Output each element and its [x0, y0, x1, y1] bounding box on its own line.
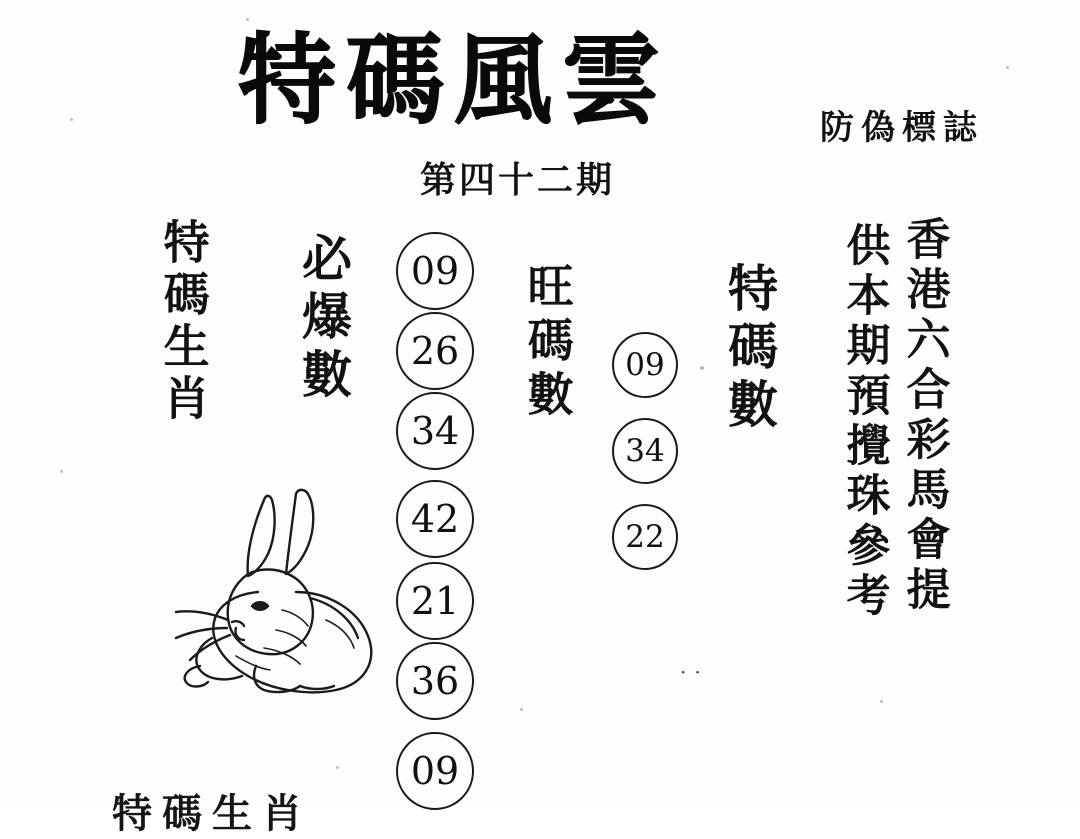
scan-speck [336, 766, 339, 769]
number-circle: 09 [396, 732, 474, 810]
number-circle: 36 [396, 642, 474, 720]
label-zodiac: 特碼生肖 [156, 218, 211, 426]
rabbit-illustration [96, 470, 396, 720]
scan-speck [520, 708, 523, 711]
number-circle: 34 [612, 418, 678, 484]
scan-speck [1006, 66, 1009, 69]
bottom-partial-text: 特碼生肖 [112, 790, 312, 837]
scan-speck [70, 118, 73, 121]
scan-speck [60, 470, 63, 473]
number-circle: 09 [396, 232, 474, 310]
decorative-dots: ·· [680, 660, 709, 684]
label-must-burst-numbers: 必爆數 [294, 232, 353, 406]
scan-speck [700, 366, 704, 370]
label-hot-numbers: 旺碼數 [520, 262, 575, 424]
page-title: 特碼風雲 [238, 23, 671, 138]
number-circle: 26 [396, 312, 474, 390]
label-special-numbers: 特碼數 [720, 262, 779, 436]
number-circle: 34 [396, 392, 474, 470]
number-circle: 09 [612, 332, 678, 398]
label-hk-jockey-club: 香港六合彩馬會提 [898, 216, 950, 616]
scan-speck [880, 700, 883, 703]
issue-number: 第四十二期 [420, 159, 616, 201]
anti-counterfeit-mark: 防偽標誌 [820, 108, 984, 148]
number-circle: 21 [396, 562, 474, 640]
label-supply-reference: 供本期預攪珠參考 [838, 222, 890, 622]
scan-speck [246, 18, 249, 21]
number-circle: 42 [396, 480, 474, 558]
number-circle: 22 [612, 504, 678, 570]
